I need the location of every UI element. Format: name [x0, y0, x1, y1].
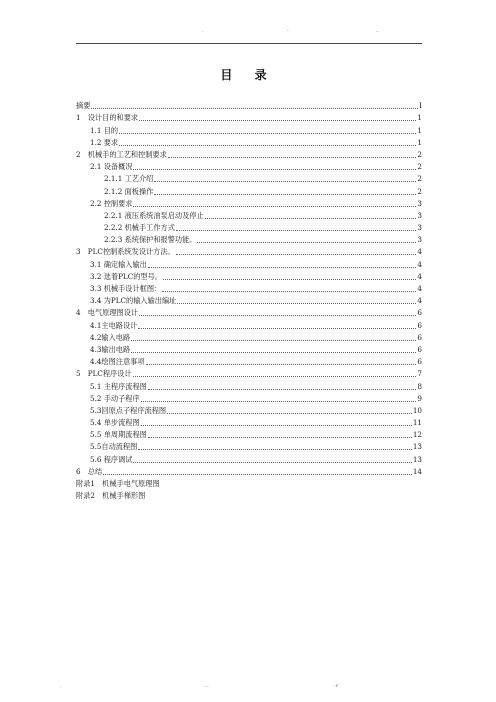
toc-page-number: I: [419, 101, 422, 111]
toc-entry[interactable]: [76, 110, 422, 122]
toc-entry-text: 2.2 控制要求: [90, 198, 133, 208]
toc-leader: [148, 389, 417, 390]
toc-entry-text: 4.1主电路设计: [90, 320, 138, 330]
toc-leader: [133, 206, 416, 207]
toc-entry[interactable]: [76, 293, 422, 305]
toc-entry-text: 5.5 单周期流程图: [90, 430, 147, 440]
toc-entry[interactable]: [76, 366, 422, 378]
toc-entry-text: 5.1 主程序流程图: [90, 381, 147, 391]
footer-mark-2: ...: [204, 683, 209, 689]
toc-entry-text: 2.2.3 系统保护和报警功能。: [104, 235, 197, 245]
toc-entry-text: 5.4 单步流程图: [90, 418, 140, 428]
toc-leader: [133, 376, 417, 377]
toc-entry-text: 5 PLC程序设计: [76, 369, 132, 379]
toc-entry-text: 1 设计目的和要求: [76, 113, 139, 123]
toc-page-number: 6: [417, 332, 422, 342]
toc-leader: [176, 254, 417, 255]
toc-page-number: 2: [417, 174, 422, 184]
toc-page-number: 1: [417, 125, 422, 135]
header-mark-1: .: [202, 28, 204, 34]
toc-entry-text: 4.3输出电路: [90, 344, 131, 354]
toc-entry-text: 附录1 机械手电气原理图: [76, 479, 160, 488]
toc-entry[interactable]: [76, 135, 422, 147]
toc-entry[interactable]: [76, 403, 422, 415]
toc-page-number: 1: [417, 137, 422, 147]
toc-entry[interactable]: [76, 427, 422, 439]
toc-entry-text: 5.5自动流程图: [90, 442, 138, 452]
toc-leader: [141, 401, 417, 402]
toc-page-number: 6: [417, 344, 422, 354]
toc-entry[interactable]: [76, 122, 422, 134]
toc-entry-text: 4 电气原理图设计: [76, 308, 139, 318]
toc-entry-text: 2.2.2 机械手工作方式: [104, 223, 175, 233]
toc-entry-text: 3.1 确定输入输出: [90, 259, 147, 269]
page-header: [0, 28, 496, 42]
toc-entry-text: 3.2 选着PLC的型号。: [90, 271, 162, 281]
toc-entry[interactable]: [76, 208, 422, 220]
toc-entry-text: 1.2 要求: [90, 137, 119, 147]
toc-entry-text: 4.2输入电路: [90, 332, 131, 342]
toc-page-number: 10: [412, 405, 422, 415]
toc-entry[interactable]: [76, 378, 422, 390]
toc-leader: [162, 291, 416, 292]
toc-entry-text: 4.4绘图注意事项: [90, 357, 145, 367]
toc-leader: [197, 242, 416, 243]
toc-entry-text: 2.1 设备概况: [90, 162, 133, 172]
toc-page-number: 4: [417, 259, 422, 269]
toc-entry[interactable]: [76, 220, 422, 232]
toc-entry[interactable]: [76, 464, 422, 476]
page-title: 目 录: [220, 68, 276, 82]
toc-entry[interactable]: [76, 147, 422, 159]
toc-entry-text: 1.1 目的: [90, 125, 119, 135]
toc-leader: [139, 120, 416, 121]
toc-entry[interactable]: [76, 244, 422, 256]
toc-entry-text: 2 机械手的工艺和控制要求: [76, 149, 167, 159]
toc-page-number: 2: [417, 149, 422, 159]
toc-page-number: 3: [417, 198, 422, 208]
toc-entry-text: 3.3 机械手设计框图：: [90, 284, 162, 293]
toc-leader: [91, 108, 418, 109]
toc-entry[interactable]: [76, 439, 422, 451]
toc-entry-text: 5.2 手动子程序: [90, 393, 140, 403]
toc-leader: [138, 449, 411, 450]
toc-entry-text: 2.2.1 液压系统油泵启动及停止: [104, 210, 204, 220]
toc-page-number: 7: [417, 369, 422, 379]
toc-leader: [146, 364, 417, 365]
header-mark-3: ..: [376, 28, 380, 34]
toc-page-number: 13: [412, 454, 422, 464]
toc-leader: [133, 462, 411, 463]
toc-page-number: 8: [417, 381, 422, 391]
toc-entry-text: 3.4 为PLC的输入输出编址: [90, 296, 177, 306]
toc-entry[interactable]: [76, 391, 422, 403]
toc-entry[interactable]: [76, 305, 422, 317]
toc-entry-text: 5.6 程序调试: [90, 454, 133, 464]
toc-entry[interactable]: [76, 476, 422, 488]
toc-leader: [131, 352, 416, 353]
toc-entry[interactable]: [76, 269, 422, 281]
toc-entry[interactable]: [76, 232, 422, 244]
toc-leader: [139, 315, 416, 316]
toc-entry[interactable]: [76, 196, 422, 208]
toc-page-number: 1: [417, 113, 422, 123]
toc-page-number: 6: [417, 320, 422, 330]
toc-entry-text: 附录2 机械手梯形图: [76, 491, 146, 501]
toc-entry[interactable]: [76, 183, 422, 195]
toc-leader: [131, 340, 416, 341]
toc-entry-text: 3 PLC控制系统发设计方法。: [76, 247, 175, 257]
toc-leader: [148, 437, 412, 438]
toc-entry[interactable]: [76, 256, 422, 268]
toc-entry-text: 2.1.2 面板操作: [104, 186, 154, 196]
toc-leader: [138, 328, 416, 329]
toc-entry[interactable]: [76, 415, 422, 427]
toc-entry[interactable]: [76, 488, 422, 500]
toc-leader: [177, 303, 416, 304]
toc-page-number: 12: [412, 430, 422, 440]
toc-entry-text: 摘要: [76, 101, 91, 111]
toc-page-number: 4: [417, 271, 422, 281]
toc-page-number: 4: [417, 296, 422, 306]
toc-entry[interactable]: [76, 451, 422, 463]
toc-page-number: 3: [417, 210, 422, 220]
toc-page-number: 3: [417, 235, 422, 245]
toc-page-number: 13: [412, 442, 422, 452]
toc-leader: [133, 169, 416, 170]
toc-page-number: 3: [417, 223, 422, 233]
toc-page-number: 6: [417, 357, 422, 367]
toc-entry[interactable]: [76, 342, 422, 354]
toc-leader: [167, 413, 412, 414]
toc-entry[interactable]: [76, 354, 422, 366]
toc-page-number: 6: [417, 308, 422, 318]
toc-leader: [205, 218, 417, 219]
toc-leader: [154, 194, 416, 195]
toc-entry[interactable]: [76, 330, 422, 342]
toc-entry-text: 5.3回原点子程序流程图: [90, 405, 167, 415]
toc-leader: [168, 157, 417, 158]
page-footer: [0, 683, 496, 693]
toc-page-number: 2: [417, 186, 422, 196]
header-mark-2: -: [287, 28, 289, 34]
toc-entry[interactable]: [76, 317, 422, 329]
toc-page-number: 4: [417, 247, 422, 257]
toc-entry-text: 2.1.1 工艺介绍: [104, 174, 154, 184]
toc-leader: [141, 425, 412, 426]
toc-entry[interactable]: [76, 98, 422, 110]
toc-entry[interactable]: [76, 159, 422, 171]
toc-leader: [148, 267, 417, 268]
table-of-contents: [76, 98, 422, 500]
toc-page-number: 9: [417, 393, 422, 403]
footer-mark-3: .c: [334, 683, 339, 689]
toc-entry[interactable]: [76, 171, 422, 183]
toc-page-number: 11: [412, 418, 422, 428]
toc-page-number: 4: [417, 284, 422, 293]
toc-leader: [154, 181, 416, 182]
toc-page-number: 2: [417, 162, 422, 172]
toc-entry[interactable]: [76, 281, 422, 293]
header-rule: [76, 43, 422, 44]
toc-leader: [103, 474, 412, 475]
toc-entry-text: 6 总结: [76, 466, 103, 476]
toc-leader: [119, 133, 416, 134]
toc-leader: [119, 145, 416, 146]
footer-mark-1: .: [60, 683, 62, 689]
toc-leader: [163, 279, 416, 280]
toc-leader: [176, 230, 417, 231]
toc-page-number: 14: [412, 466, 422, 476]
